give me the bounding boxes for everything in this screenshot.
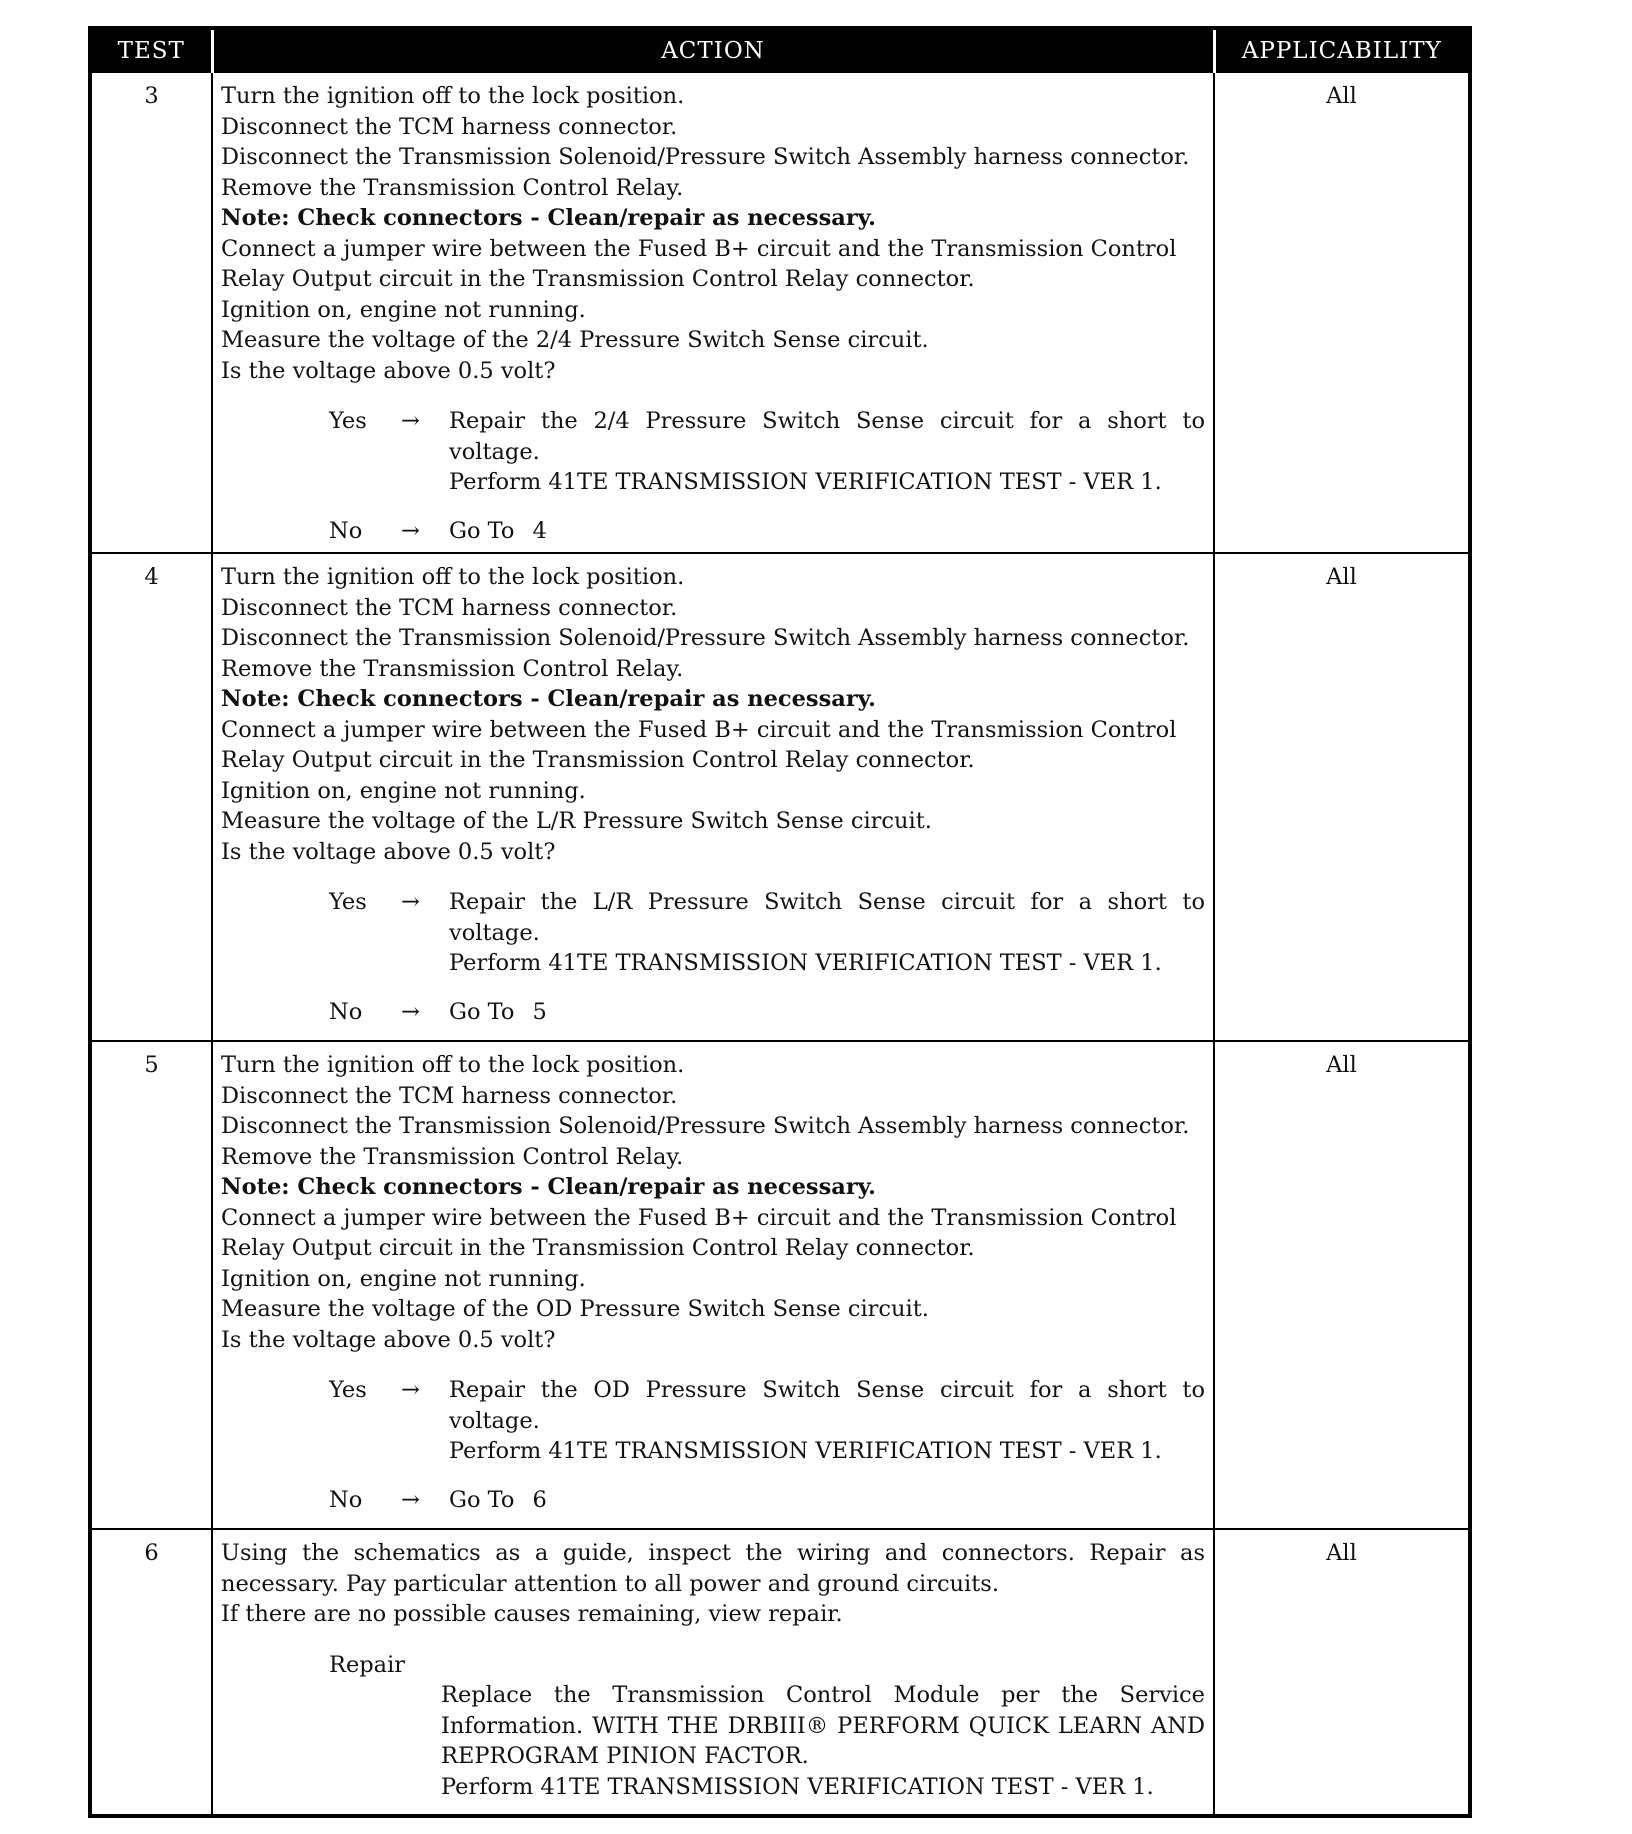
goto-text: Go To: [449, 998, 515, 1025]
header-applicability: APPLICABILITY: [1214, 28, 1470, 72]
action-step: Disconnect the TCM harness connector.: [221, 1082, 678, 1109]
action-note: Note: Check connectors - Clean/repair as necessary.: [221, 205, 876, 231]
right-arrow-icon: →: [401, 889, 420, 915]
header-test: TEST: [90, 28, 212, 72]
yes-text-verify: Perform 41TE TRANSMISSION VERIFICATION TEST - VER 1.: [449, 1438, 1162, 1464]
yes-text-verify: Perform 41TE TRANSMISSION VERIFICATION TEST - VER 1.: [449, 469, 1162, 495]
action-question: Is the voltage above 0.5 volt?: [221, 1326, 556, 1353]
action-step: Disconnect the Transmission Solenoid/Pressure Switch Assembly harness connector.: [221, 1113, 1190, 1139]
table-row: [90, 72, 1470, 553]
yes-outcome: [221, 1375, 1205, 1467]
action-step: Disconnect the TCM harness connector.: [221, 594, 678, 621]
action-note: Note: Check connectors - Clean/repair as necessary.: [221, 1174, 876, 1200]
action-step: Ignition on, engine not running.: [221, 1265, 586, 1292]
applicability-value: All: [1214, 1041, 1470, 1529]
goto-target: 4: [532, 517, 547, 544]
applicability-value: All: [1214, 1529, 1470, 1816]
action-step: Measure the voltage of the OD Pressure Switch Sense circuit.: [221, 1296, 929, 1322]
yes-text: Repair the 2/4 Pressure Switch Sense circuit for a short to voltage.: [449, 408, 1205, 465]
yes-outcome: [221, 406, 1205, 498]
test-number: 6: [90, 1529, 212, 1816]
table-row: [90, 1529, 1470, 1816]
no-label: No: [329, 998, 363, 1025]
action-step: Remove the Transmission Control Relay.: [221, 1143, 684, 1170]
yes-label: Yes: [329, 1377, 367, 1403]
action-step: Turn the ignition off to the lock position.: [221, 1052, 685, 1078]
yes-label: Yes: [329, 408, 367, 434]
repair-label: Repair: [329, 1651, 406, 1678]
no-outcome: [221, 516, 1205, 547]
right-arrow-icon: →: [401, 1486, 420, 1513]
action-step: Ignition on, engine not running.: [221, 777, 586, 804]
goto-target: 6: [532, 1486, 547, 1513]
diagnostic-test-table-sheet: [88, 26, 1468, 1818]
yes-label: Yes: [329, 889, 367, 915]
action-step: Relay Output circuit in the Transmission Control Relay connector.: [221, 747, 975, 773]
goto-target: 5: [532, 998, 547, 1025]
repair-text: Replace the Transmission Control Module per the Service Information. WITH THE DRBIII® PERFORM QUICK LEARN AND REPROGRAM PINION FACTOR.: [441, 1682, 1205, 1769]
action-step: Turn the ignition off to the lock position.: [221, 564, 685, 590]
repair-outcome: [221, 1650, 1205, 1803]
action-step: If there are no possible causes remaining, view repair.: [221, 1601, 843, 1627]
action-paragraph: Using the schematics as a guide, inspect the wiring and connectors. Repair as necessary. Pay particular attention to all power and ground circuits.: [221, 1540, 1205, 1597]
table-row: [90, 553, 1470, 1041]
action-step: Relay Output circuit in the Transmission Control Relay connector.: [221, 1235, 975, 1261]
yes-outcome: [221, 887, 1205, 979]
action-step: Ignition on, engine not running.: [221, 296, 586, 323]
applicability-value: All: [1214, 72, 1470, 553]
test-number: 5: [90, 1041, 212, 1529]
action-step: Connect a jumper wire between the Fused B+ circuit and the Transmission Control: [221, 1204, 1177, 1231]
action-question: Is the voltage above 0.5 volt?: [221, 838, 556, 865]
no-outcome: [221, 997, 1205, 1028]
action-step: Measure the voltage of the L/R Pressure Switch Sense circuit.: [221, 808, 932, 834]
goto-text: Go To: [449, 1486, 515, 1513]
no-label: No: [329, 517, 363, 544]
right-arrow-icon: →: [401, 517, 420, 544]
action-step: Connect a jumper wire between the Fused B+ circuit and the Transmission Control: [221, 235, 1177, 262]
yes-text-verify: Perform 41TE TRANSMISSION VERIFICATION TEST - VER 1.: [449, 950, 1162, 976]
no-label: No: [329, 1486, 363, 1513]
action-question: Is the voltage above 0.5 volt?: [221, 357, 556, 384]
right-arrow-icon: →: [401, 1377, 420, 1403]
header-action: ACTION: [212, 28, 1214, 72]
action-step: Relay Output circuit in the Transmission Control Relay connector.: [221, 266, 975, 292]
action-step: Remove the Transmission Control Relay.: [221, 655, 684, 682]
yes-text: Repair the OD Pressure Switch Sense circuit for a short to voltage.: [449, 1377, 1205, 1434]
action-step: Remove the Transmission Control Relay.: [221, 174, 684, 201]
yes-text: Repair the L/R Pressure Switch Sense circuit for a short to voltage.: [449, 889, 1205, 946]
right-arrow-icon: →: [401, 408, 420, 434]
action-step: Connect a jumper wire between the Fused B+ circuit and the Transmission Control: [221, 716, 1177, 743]
action-cell: [212, 1529, 1214, 1816]
right-arrow-icon: →: [401, 998, 420, 1025]
applicability-value: All: [1214, 553, 1470, 1041]
action-step: Disconnect the Transmission Solenoid/Pressure Switch Assembly harness connector.: [221, 625, 1190, 651]
no-outcome: [221, 1485, 1205, 1516]
table-row: [90, 1041, 1470, 1529]
action-note: Note: Check connectors - Clean/repair as necessary.: [221, 686, 876, 712]
action-cell: [212, 553, 1214, 1041]
action-cell: [212, 72, 1214, 553]
test-number: 4: [90, 553, 212, 1041]
action-step: Disconnect the TCM harness connector.: [221, 113, 678, 140]
action-step: Measure the voltage of the 2/4 Pressure Switch Sense circuit.: [221, 327, 929, 353]
action-step: Disconnect the Transmission Solenoid/Pressure Switch Assembly harness connector.: [221, 144, 1190, 170]
repair-text-verify: Perform 41TE TRANSMISSION VERIFICATION TEST - VER 1.: [441, 1773, 1154, 1800]
test-number: 3: [90, 72, 212, 553]
action-cell: [212, 1041, 1214, 1529]
diagnostic-test-table: [88, 26, 1472, 1818]
table-header: [90, 28, 1470, 72]
action-step: Turn the ignition off to the lock position.: [221, 83, 685, 109]
goto-text: Go To: [449, 517, 515, 544]
